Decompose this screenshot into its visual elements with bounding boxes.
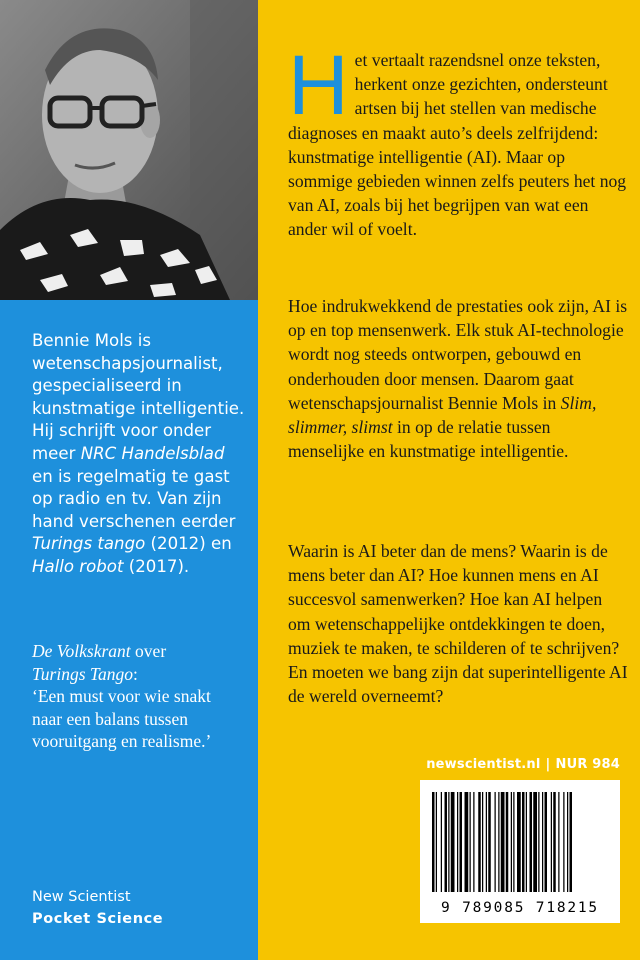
barcode bbox=[420, 780, 620, 923]
quote-source-line bbox=[32, 640, 254, 663]
quote-source: De Volkskrant bbox=[32, 641, 131, 661]
bio-line: wetenschapsjournalist, bbox=[32, 353, 223, 373]
bio-line bbox=[32, 443, 254, 466]
barcode-stripe bbox=[563, 792, 564, 892]
bio-book-title: Turings tango bbox=[32, 534, 146, 554]
bio-line: Hij schrijft voor onder bbox=[32, 421, 212, 441]
barcode-stripe bbox=[542, 792, 543, 892]
bio-line: en is regelmatig te gast bbox=[32, 466, 230, 486]
barcode-stripe bbox=[482, 792, 483, 892]
left-panel bbox=[0, 0, 258, 960]
bio-line bbox=[32, 556, 254, 579]
barcode-stripe bbox=[470, 792, 471, 892]
barcode-stripe bbox=[445, 792, 448, 892]
barcode-stripe bbox=[432, 792, 435, 892]
blurb-paragraph-2 bbox=[288, 294, 628, 463]
quote-line: naar een balans tussen bbox=[32, 708, 188, 729]
press-quote bbox=[32, 640, 254, 753]
dropcap: H bbox=[288, 38, 349, 132]
bio-line: Bennie Mols is bbox=[32, 331, 151, 350]
bio-text: (2012) en bbox=[145, 534, 232, 554]
blurb-text: in op de relatie tussen menselijke en kunstmatige intelligentie. bbox=[288, 417, 569, 462]
quote-source-line bbox=[32, 663, 254, 686]
quote-text: over bbox=[130, 641, 167, 661]
author-bio bbox=[32, 330, 254, 579]
barcode-stripe bbox=[465, 792, 469, 892]
quote-text: : bbox=[133, 663, 138, 684]
barcode-bars bbox=[432, 792, 608, 892]
bio-line bbox=[32, 533, 254, 556]
barcode-stripe bbox=[530, 792, 533, 892]
blurb-text: Hoe indrukwekkend de prestaties ook zijn, AI is op en top mensenwerk. Elk stuk AI-technologie wordt nog steeds ontworpen, gebouwd en onderhouden door mensen. Daarom gaat wetenschapsjournalist Bennie Mols in bbox=[288, 296, 628, 413]
bio-text: meer bbox=[32, 443, 81, 463]
author-photo bbox=[0, 0, 258, 300]
isbn-number: 9 789085 718215 bbox=[441, 900, 599, 916]
series-name: Pocket Science bbox=[32, 911, 164, 927]
barcode-stripe bbox=[501, 792, 505, 892]
barcode-stripe bbox=[441, 792, 442, 892]
bio-line: op radio en tv. Van zijn bbox=[32, 489, 222, 509]
author-portrait-illustration bbox=[0, 0, 258, 300]
nur-code: NUR 984 bbox=[555, 757, 620, 772]
right-panel bbox=[258, 0, 640, 960]
blurb-paragraph-3: Waarin is AI beter dan de mens? Waarin is de mens beter dan AI? Hoe kunnen mens en AI succesvol samenwerken? Hoe kan AI helpen om wetenschappelijke ontdekkingen te doen, muziek te maken, te schilderen of te schrijven? En moeten we bang zijn dat superintelligente AI de wereld overneemt? bbox=[288, 541, 628, 707]
barcode-stripe bbox=[451, 792, 455, 892]
barcode-stripe bbox=[553, 792, 556, 892]
barcode-stripe bbox=[517, 792, 521, 892]
series-publisher: New Scientist bbox=[32, 889, 131, 905]
separator: | bbox=[545, 757, 551, 772]
barcode-stripe bbox=[567, 792, 568, 892]
barcode-stripe bbox=[486, 792, 487, 892]
barcode-stripe bbox=[495, 792, 496, 892]
barcode-stripe bbox=[513, 792, 514, 892]
barcode-stripe bbox=[498, 792, 499, 892]
bio-newspaper-title: NRC Handelsblad bbox=[80, 443, 225, 463]
quote-line: ‘Een must voor wie snakt bbox=[32, 686, 211, 706]
barcode-stripe bbox=[511, 792, 512, 892]
barcode-stripe bbox=[506, 792, 509, 892]
barcode-stripe bbox=[436, 792, 437, 892]
barcode-stripe bbox=[538, 792, 539, 892]
barcode-stripe bbox=[488, 792, 491, 892]
barcode-stripe bbox=[570, 792, 573, 892]
bio-line: hand verschenen eerder bbox=[32, 511, 236, 531]
barcode-stripe bbox=[460, 792, 463, 892]
bio-line: kunstmatige intelligentie. bbox=[32, 398, 245, 418]
imprint bbox=[426, 757, 620, 772]
barcode-stripe bbox=[558, 792, 559, 892]
barcode-stripe bbox=[478, 792, 481, 892]
quote-book: Turings Tango bbox=[32, 663, 134, 684]
quote-line: vooruitgang en realisme.’ bbox=[32, 731, 212, 751]
barcode-stripe bbox=[473, 792, 474, 892]
website: newscientist.nl bbox=[426, 757, 541, 772]
bio-book-title: Hallo robot bbox=[32, 556, 124, 576]
bio-line: gespecialiseerd in bbox=[32, 376, 182, 396]
book-title: Slim, slimmer, slimst bbox=[288, 392, 597, 438]
barcode-stripe bbox=[448, 792, 449, 892]
blurb-text: et vertaalt razendsnel onze teksten, herkent onze gezichten, ondersteunt artsen bij het stellen van medische diagnoses en maakt auto’s deels zelfrijdend: kunstmatige intelligentie (AI). Maar op sommige gebieden winnen zelfs peuters het nog van AI, zoals bij het begrijpen van wat een ander wil of voelt. bbox=[288, 50, 627, 240]
bio-text: (2017). bbox=[123, 556, 190, 576]
barcode-stripe bbox=[526, 792, 527, 892]
barcode-stripe bbox=[533, 792, 537, 892]
barcode-stripe bbox=[551, 792, 552, 892]
blurb-paragraph-1 bbox=[288, 38, 628, 242]
barcode-stripe bbox=[522, 792, 525, 892]
barcode-stripe bbox=[545, 792, 548, 892]
series-logo bbox=[32, 886, 163, 930]
barcode-stripe bbox=[457, 792, 458, 892]
